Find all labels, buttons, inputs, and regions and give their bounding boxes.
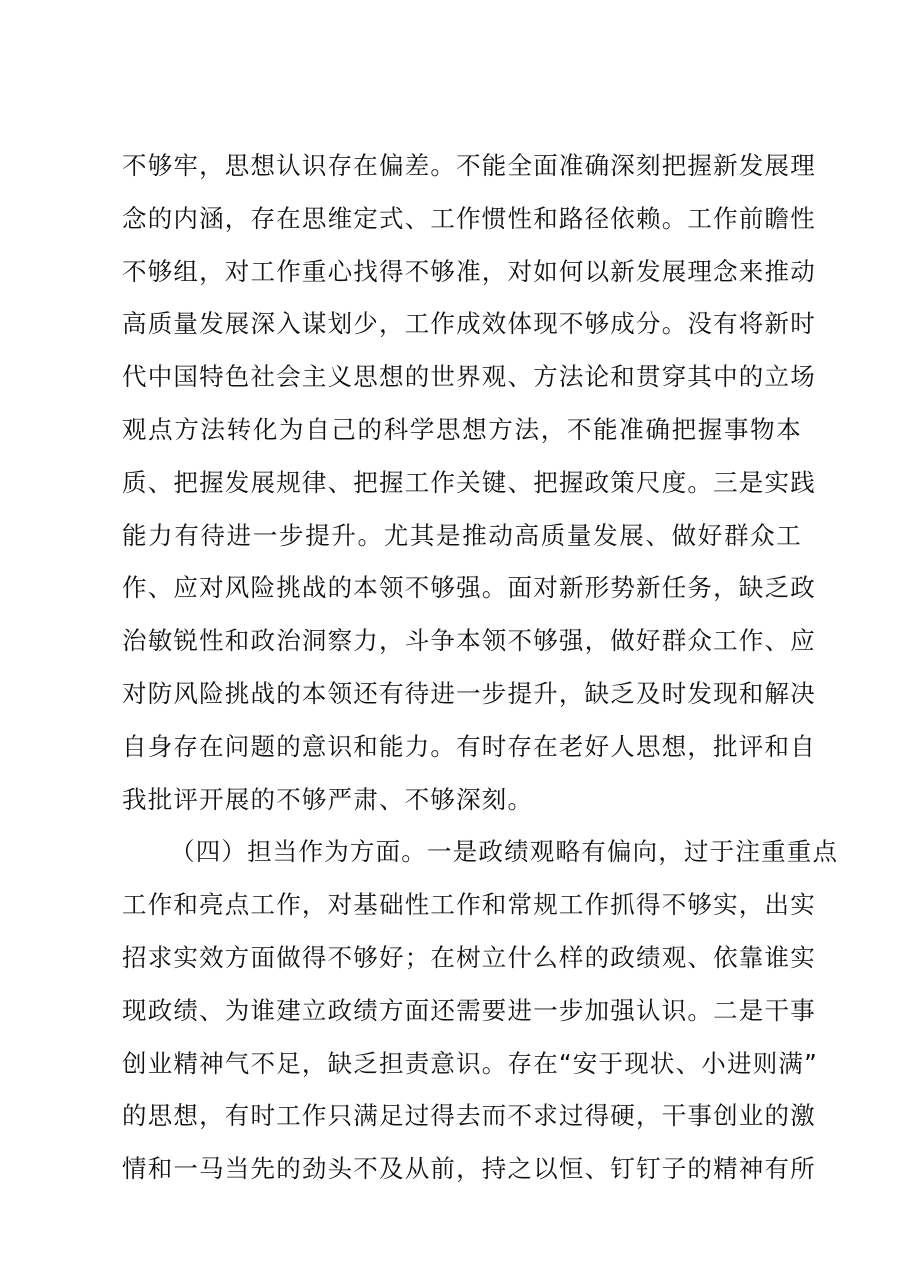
paragraph-line: 情和一马当先的劲头不及从前，持之以恒、钉钉子的精神有所: [122, 1154, 816, 1184]
paragraph-line: 不够牢，思想认识存在偏差。不能全面准确深刻把握新发展理: [122, 151, 816, 180]
paragraph-line: 创业精神气不足，缺乏担责意识。存在“安于现状、小进则满”: [122, 1048, 818, 1078]
paragraph-line: 作、应对风险挑战的本领不够强。面对新形势新任务，缺乏政: [122, 573, 816, 603]
paragraph-line: 工作和亮点工作，对基础性工作和常规工作抓得不够实，出实: [122, 890, 816, 920]
paragraph-line: 代中国特色社会主义思想的世界观、方法论和贯穿其中的立场: [122, 362, 816, 392]
paragraph-2: [122, 826, 839, 1196]
paragraph-line: 质、把握发展规律、把握工作关键、把握政策尺度。三是实践: [122, 467, 816, 497]
paragraph-line: 念的内涵，存在思维定式、工作惯性和路径依赖。工作前瞻性: [122, 203, 816, 233]
paragraph-line: 观点方法转化为自己的科学思想方法，不能准确把握事物本: [122, 414, 802, 444]
paragraph-line: 的思想，有时工作只满足过得去而不求过得硬，干事创业的激: [122, 1101, 816, 1131]
paragraph-line: 自身存在问题的意识和能力。有时存在老好人思想，批评和自: [122, 731, 816, 761]
paragraph-line: 现政绩、为谁建立政绩方面还需要进一步加强认识。二是干事: [122, 995, 816, 1025]
paragraph-line: 招求实效方面做得不够好；在树立什么样的政绩观、依靠谁实: [122, 942, 816, 972]
paragraph-line: 高质量发展深入谋划少，工作成效体现不够成分。没有将新时: [122, 309, 816, 339]
paragraph-line: 治敏锐性和政治洞察力，斗争本领不够强，做好群众工作、应: [122, 626, 816, 656]
paragraph-line: 能力有待进一步提升。尤其是推动高质量发展、做好群众工: [122, 520, 802, 550]
paragraph-line: 对防风险挑战的本领还有待进一步提升，缺乏及时发现和解决: [122, 678, 816, 708]
paragraph-line: 我批评开展的不够严肃、不够深刻。: [122, 784, 534, 814]
paragraph-line: （四）担当作为方面。一是政绩观略有偏向，过于注重重点: [170, 837, 839, 867]
paragraph-1: [122, 140, 816, 826]
document-body: [122, 140, 839, 1196]
paragraph-line: 不够组，对工作重心找得不够准，对如何以新发展理念来推动: [122, 256, 816, 286]
